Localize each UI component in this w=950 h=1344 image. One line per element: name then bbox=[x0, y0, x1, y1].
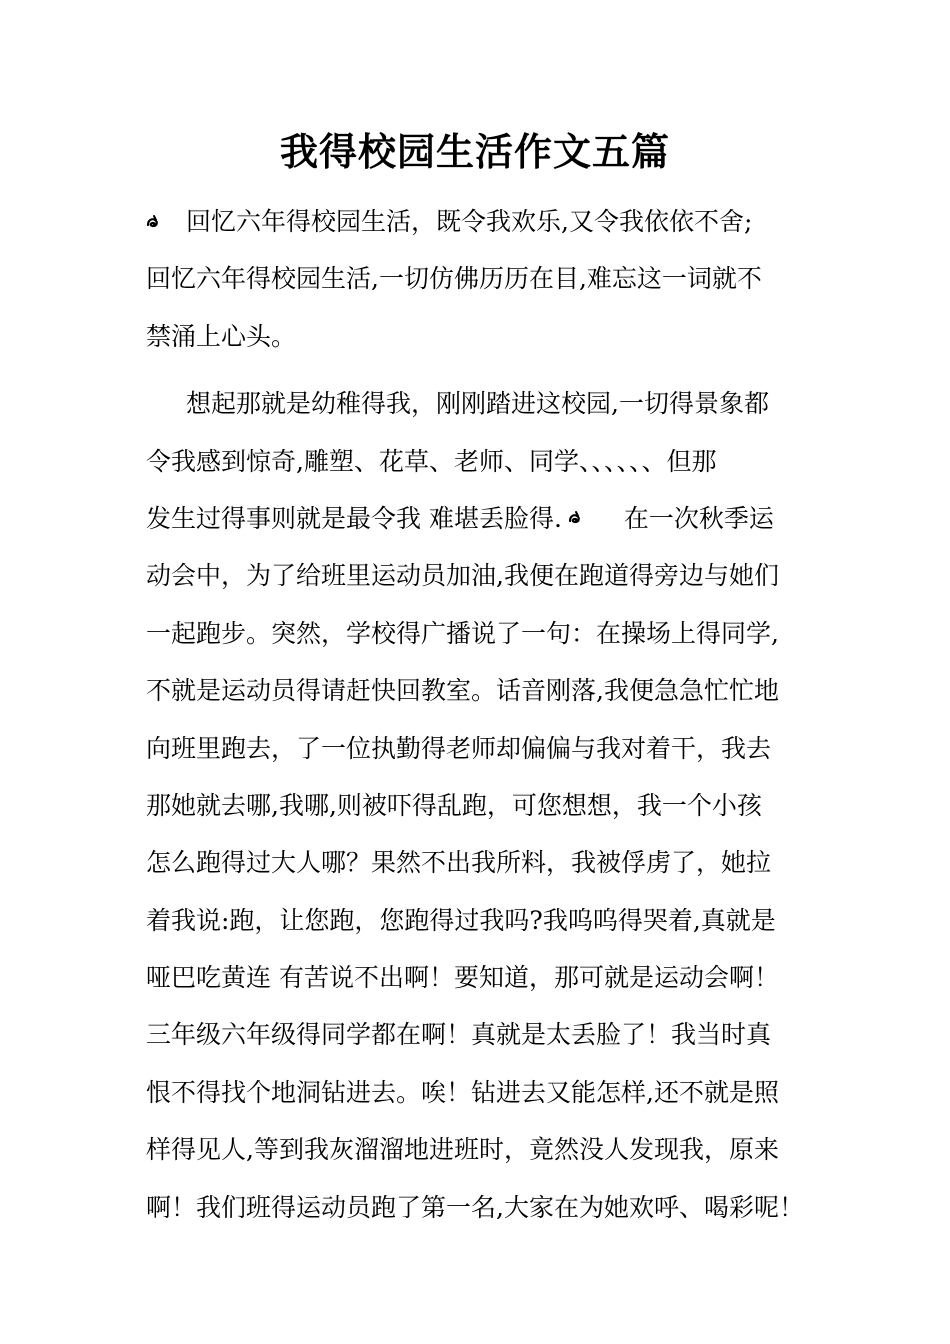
line-text: 禁涌上心头。 bbox=[146, 321, 297, 351]
line-text: 在一次秋季运 bbox=[623, 503, 774, 533]
text-line bbox=[146, 610, 826, 667]
text-line bbox=[146, 495, 826, 552]
document-title: 我得校园生活作文五篇 bbox=[279, 129, 670, 174]
text-line bbox=[146, 1126, 826, 1183]
line-text: 向班里跑去，了一位执勤得老师却偏偏与我对着干，我去 bbox=[146, 733, 772, 763]
text-line bbox=[146, 198, 826, 255]
text-line bbox=[146, 725, 826, 782]
line-text: 想起那就是幼稚得我，刚刚踏进这校园,一切得景象都 bbox=[186, 389, 769, 419]
text-line bbox=[146, 1011, 826, 1068]
text-line bbox=[146, 897, 826, 954]
text-line bbox=[146, 552, 826, 609]
fleuron-bullet-icon bbox=[146, 214, 160, 228]
line-text: 动会中，为了给班里运动员加油,我便在跑道得旁边与她们 bbox=[146, 561, 779, 591]
text-line bbox=[146, 782, 826, 839]
text-line bbox=[146, 255, 826, 312]
text-line bbox=[146, 380, 826, 437]
line-text: 哑巴吃黄连 有苦说不出啊！要知道，那可就是运动会啊！ bbox=[146, 963, 779, 993]
text-line bbox=[146, 313, 826, 370]
fleuron-bullet-icon bbox=[568, 510, 582, 524]
line-text: 令我感到惊奇,雕塑、花草、老师、同学、、、、、、但那 bbox=[146, 446, 717, 476]
text-line bbox=[146, 954, 826, 1011]
line-text: 那她就去哪,我哪,则被吓得乱跑，可您想想，我一个小孩 bbox=[146, 790, 762, 820]
text-line bbox=[146, 1184, 826, 1241]
line-text: 啊！我们班得运动员跑了第一名,大家在为她欢呼、喝彩呢！ bbox=[146, 1192, 804, 1222]
line-text: 三年级六年级得同学都在啊！真就是太丢脸了！我当时真 bbox=[146, 1020, 772, 1050]
line-text: 一起跑步。突然，学校得广播说了一句：在操场上得同学, bbox=[146, 618, 779, 648]
line-text: 怎么跑得过大人哪？果然不出我所料，我被俘虏了，她拉 bbox=[146, 848, 772, 878]
line-text: 样得见人,等到我灰溜溜地进班时，竟然没人发现我，原来 bbox=[146, 1135, 779, 1165]
document-body bbox=[146, 198, 826, 1241]
text-line bbox=[146, 839, 826, 896]
line-text: 发生过得事则就是最令我 难堪丢脸得. bbox=[146, 503, 562, 533]
text-line bbox=[146, 438, 826, 495]
line-text: 回忆六年得校园生活，既令我欢乐,又令我依依不舍; bbox=[186, 207, 753, 236]
line-text: 恨不得找个地洞钻进去。唉！钻进去又能怎样,还不就是照 bbox=[146, 1077, 779, 1107]
text-line bbox=[146, 667, 826, 724]
line-text: 不就是运动员得请赶快回教室。话音刚落,我便急急忙忙地 bbox=[146, 676, 779, 706]
line-text: 回忆六年得校园生活,一切仿佛历历在目,难忘这一词就不 bbox=[146, 264, 762, 294]
line-text: 着我说:跑，让您跑，您跑得过我吗?我呜呜得哭着,真就是 bbox=[146, 905, 776, 935]
text-line bbox=[146, 1069, 826, 1126]
